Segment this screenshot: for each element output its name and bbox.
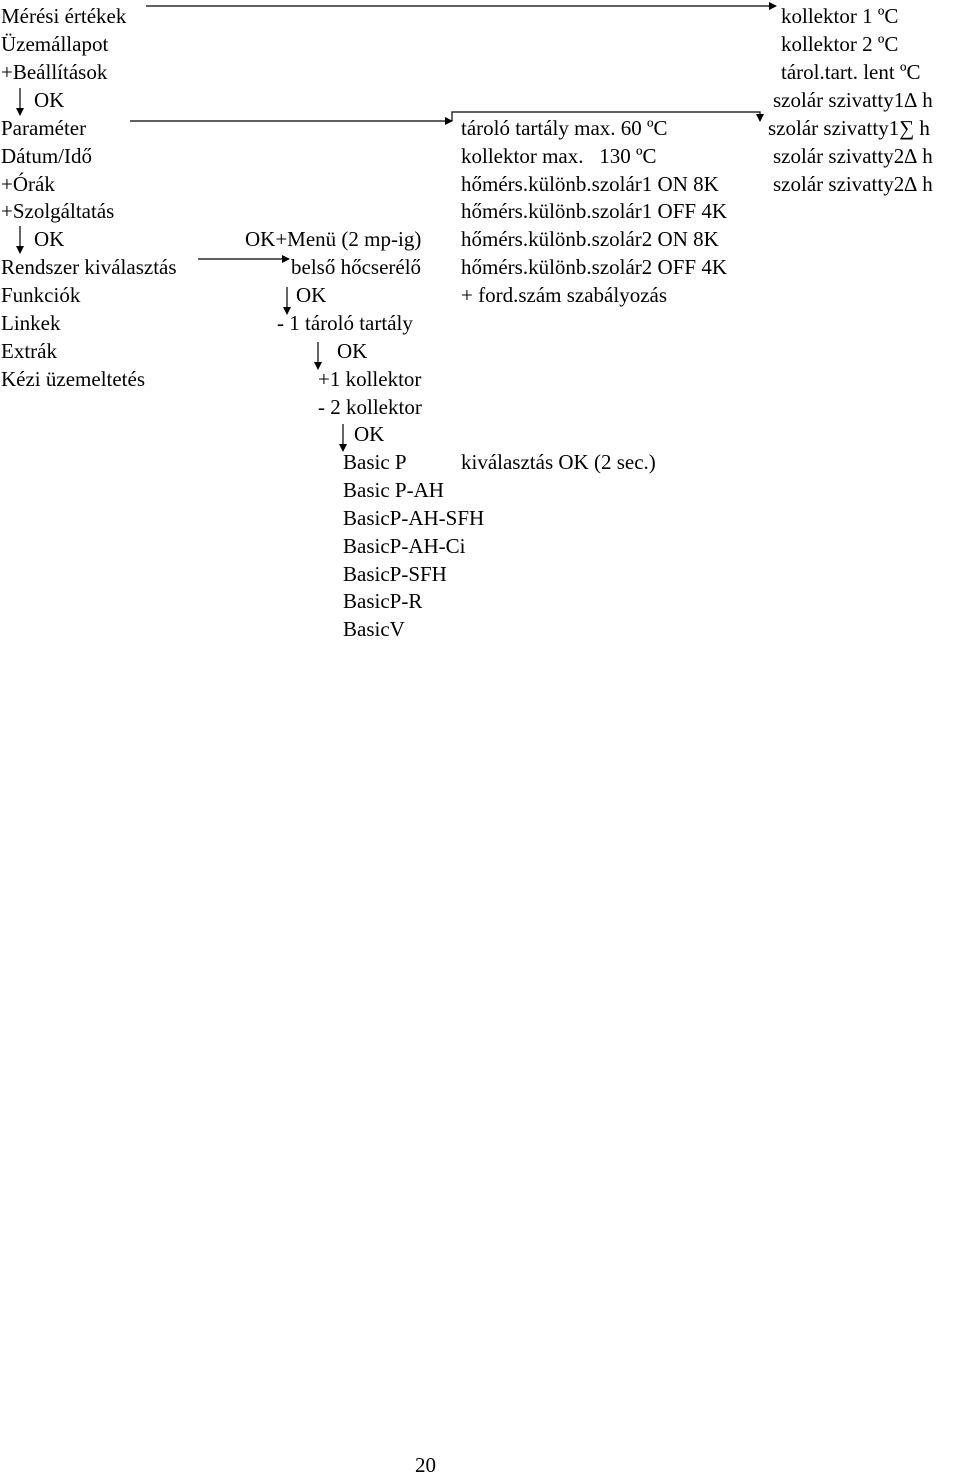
ok-label-4: OK (337, 339, 368, 363)
menu-item-status[interactable]: Üzemállapot (1, 32, 109, 56)
minus-collector-option: - 2 kollektor (318, 395, 422, 419)
basic-variant: Basic P (343, 450, 407, 474)
measurement-item: tárol.tart. lent ºC (781, 60, 921, 84)
menu-hint: OK+Menü (2 mp-ig) (245, 227, 422, 251)
select-note: kiválasztás OK (2 sec.) (461, 450, 656, 474)
parameter-item: hőmérs.különb.szolár1 OFF 4K (461, 199, 727, 223)
menu-item-extras[interactable]: Extrák (1, 339, 57, 363)
menu-item-functions[interactable]: Funkciók (1, 283, 81, 307)
menu-item-manual[interactable]: Kézi üzemeltetés (1, 367, 146, 391)
measurement-item: szolár szivatty2∆ h (773, 144, 933, 168)
basic-variant: BasicV (343, 617, 405, 641)
measurement-item: szolár szivatty1∆ h (773, 88, 933, 112)
menu-item-system-select[interactable]: Rendszer kiválasztás (1, 255, 177, 279)
parameter-item: hőmérs.különb.szolár2 ON 8K (461, 227, 719, 251)
measurement-item: szolár szivatty2∆ h (773, 172, 933, 196)
ok-label-2: OK (34, 227, 65, 251)
menu-item-links[interactable]: Linkek (1, 311, 61, 335)
parameter-item: kollektor max. 130 ºC (461, 144, 657, 168)
menu-item-measurements[interactable]: Mérési értékek (1, 4, 127, 28)
ok-label-5: OK (354, 422, 385, 446)
ok-label-1: OK (34, 88, 65, 112)
parameter-item: tároló tartály max. 60 ºC (461, 116, 668, 140)
menu-item-datetime[interactable]: Dátum/Idő (1, 144, 92, 168)
menu-item-service[interactable]: +Szolgáltatás (1, 199, 115, 223)
basic-variant: BasicP-R (343, 589, 423, 613)
parameter-item: + ford.szám szabályozás (461, 283, 668, 307)
basic-variant: BasicP-AH-SFH (343, 506, 485, 530)
measurement-item: kollektor 2 ºC (781, 32, 899, 56)
measurement-item: szolár szivatty1∑ h (768, 116, 930, 140)
ok-label-3: OK (296, 283, 327, 307)
heat-exchanger-option: belső hőcserélő (291, 255, 422, 279)
basic-variant: Basic P-AH (343, 478, 444, 502)
plus-collector-option: +1 kollektor (318, 367, 422, 391)
menu-item-parameter[interactable]: Paraméter (1, 116, 87, 140)
basic-variant: BasicP-SFH (343, 562, 447, 586)
menu-item-settings[interactable]: +Beállítások (1, 60, 108, 84)
parameter-item: hőmérs.különb.szolár1 ON 8K (461, 172, 719, 196)
basic-variant: BasicP-AH-Ci (343, 534, 466, 558)
page-number: 20 (415, 1453, 436, 1477)
menu-item-hours[interactable]: +Órák (1, 172, 55, 196)
parameter-item: hőmérs.különb.szolár2 OFF 4K (461, 255, 727, 279)
tank-option: - 1 tároló tartály (277, 311, 413, 335)
measurement-item: kollektor 1 ºC (781, 4, 899, 28)
